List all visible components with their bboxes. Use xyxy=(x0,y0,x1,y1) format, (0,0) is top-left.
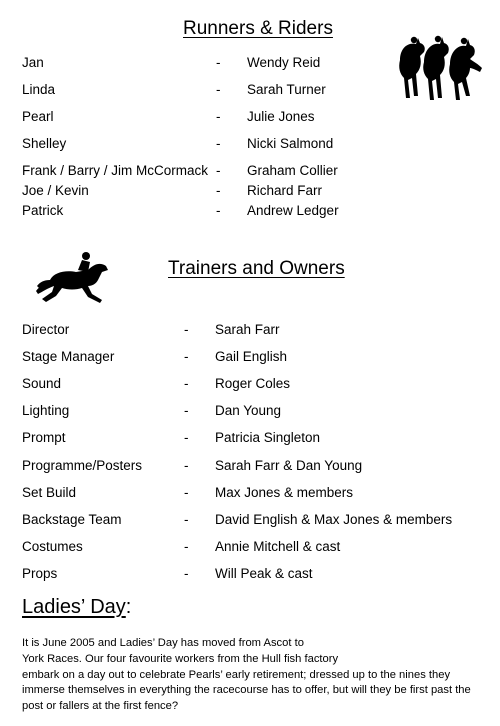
cast-row xyxy=(22,183,492,203)
synopsis-line: post or fallers at the first fence? xyxy=(22,700,179,713)
character-label: Backstage Team xyxy=(22,512,122,527)
crew-row xyxy=(22,322,492,342)
cast-row xyxy=(22,109,492,129)
cast-row xyxy=(22,55,492,75)
separator-dash: - xyxy=(216,183,221,198)
crew-row xyxy=(22,403,492,423)
separator-dash: - xyxy=(216,82,221,97)
performer-name: Julie Jones xyxy=(247,109,315,124)
crew-row xyxy=(22,512,492,532)
crew-row xyxy=(22,485,492,505)
performer-name: Richard Farr xyxy=(247,183,323,198)
cast-row xyxy=(22,82,492,102)
performer-name: Nicki Salmond xyxy=(247,136,334,151)
crew-row xyxy=(22,349,492,369)
separator-dash: - xyxy=(216,203,221,218)
separator-dash: - xyxy=(184,539,189,554)
cast-row xyxy=(22,163,492,183)
performer-name: Dan Young xyxy=(215,403,282,418)
character-label: Joe / Kevin xyxy=(22,183,89,198)
character-label: Set Build xyxy=(22,485,77,500)
character-label: Prompt xyxy=(22,430,66,445)
synopsis-line: It is June 2005 and Ladies’ Day has moved from Ascot to xyxy=(22,637,304,649)
synopsis-line: immerse themselves in everything the racecourse has to offer, but will they be first past the xyxy=(22,684,471,697)
performer-name: Max Jones & members xyxy=(215,485,354,500)
character-label: Sound xyxy=(22,376,62,391)
synopsis-heading-text: Ladies’ Day xyxy=(22,596,126,618)
cast-row xyxy=(22,203,492,223)
crew-row xyxy=(22,539,492,559)
performer-name: David English & Max Jones & members xyxy=(215,512,453,527)
performer-name: Andrew Ledger xyxy=(247,203,339,218)
racehorse-jockey-icon xyxy=(36,250,110,308)
separator-dash: - xyxy=(184,376,189,391)
separator-dash: - xyxy=(184,566,189,581)
character-label: Director xyxy=(22,322,70,337)
performer-name: Sarah Turner xyxy=(247,82,326,97)
crew-row xyxy=(22,566,492,586)
synopsis-line: embark on a day out to celebrate Pearls’ early retirement; dressed up to the nines they xyxy=(22,668,451,681)
crew-row xyxy=(22,430,492,450)
character-label: Lighting xyxy=(22,403,70,418)
separator-dash: - xyxy=(216,163,221,178)
separator-dash: - xyxy=(184,485,189,500)
character-label: Props xyxy=(22,566,58,581)
character-label: Programme/Posters xyxy=(22,458,143,473)
performer-name: Annie Mitchell & cast xyxy=(215,539,341,554)
separator-dash: - xyxy=(184,512,189,527)
separator-dash: - xyxy=(184,349,189,364)
character-label: Stage Manager xyxy=(22,349,115,364)
separator-dash: - xyxy=(184,458,189,473)
performer-name: Sarah Farr xyxy=(215,322,280,337)
synopsis-line: York Races. Our four favourite workers from the Hull fish factory xyxy=(22,652,339,665)
separator-dash: - xyxy=(184,322,189,337)
separator-dash: - xyxy=(216,55,221,70)
crew-row xyxy=(22,376,492,396)
separator-dash: - xyxy=(216,109,221,124)
crew-row xyxy=(22,458,492,478)
synopsis-paragraph xyxy=(22,636,494,715)
character-label: Costumes xyxy=(22,539,83,554)
runners-riders-title: Runners & Riders xyxy=(183,18,333,39)
separator-dash: - xyxy=(184,430,189,445)
performer-name: Roger Coles xyxy=(215,376,291,391)
performer-name: Wendy Reid xyxy=(247,55,321,70)
separator-dash: - xyxy=(184,403,189,418)
separator-dash: - xyxy=(216,136,221,151)
performer-name: Gail English xyxy=(215,349,288,364)
character-label: Patrick xyxy=(22,203,64,218)
performer-name: Will Peak & cast xyxy=(215,566,313,581)
performer-name: Sarah Farr & Dan Young xyxy=(215,458,363,473)
character-label: Linda xyxy=(22,82,56,97)
character-label: Frank / Barry / Jim McCormack xyxy=(22,163,209,178)
synopsis-heading-colon: : xyxy=(125,596,132,618)
performer-name: Graham Collier xyxy=(247,163,338,178)
character-label: Jan xyxy=(22,55,44,70)
performer-name: Patricia Singleton xyxy=(215,430,321,445)
synopsis-heading xyxy=(22,596,131,619)
cast-row xyxy=(22,136,492,156)
character-label: Shelley xyxy=(22,136,67,151)
trainers-owners-title: Trainers and Owners xyxy=(168,258,345,279)
character-label: Pearl xyxy=(22,109,54,124)
